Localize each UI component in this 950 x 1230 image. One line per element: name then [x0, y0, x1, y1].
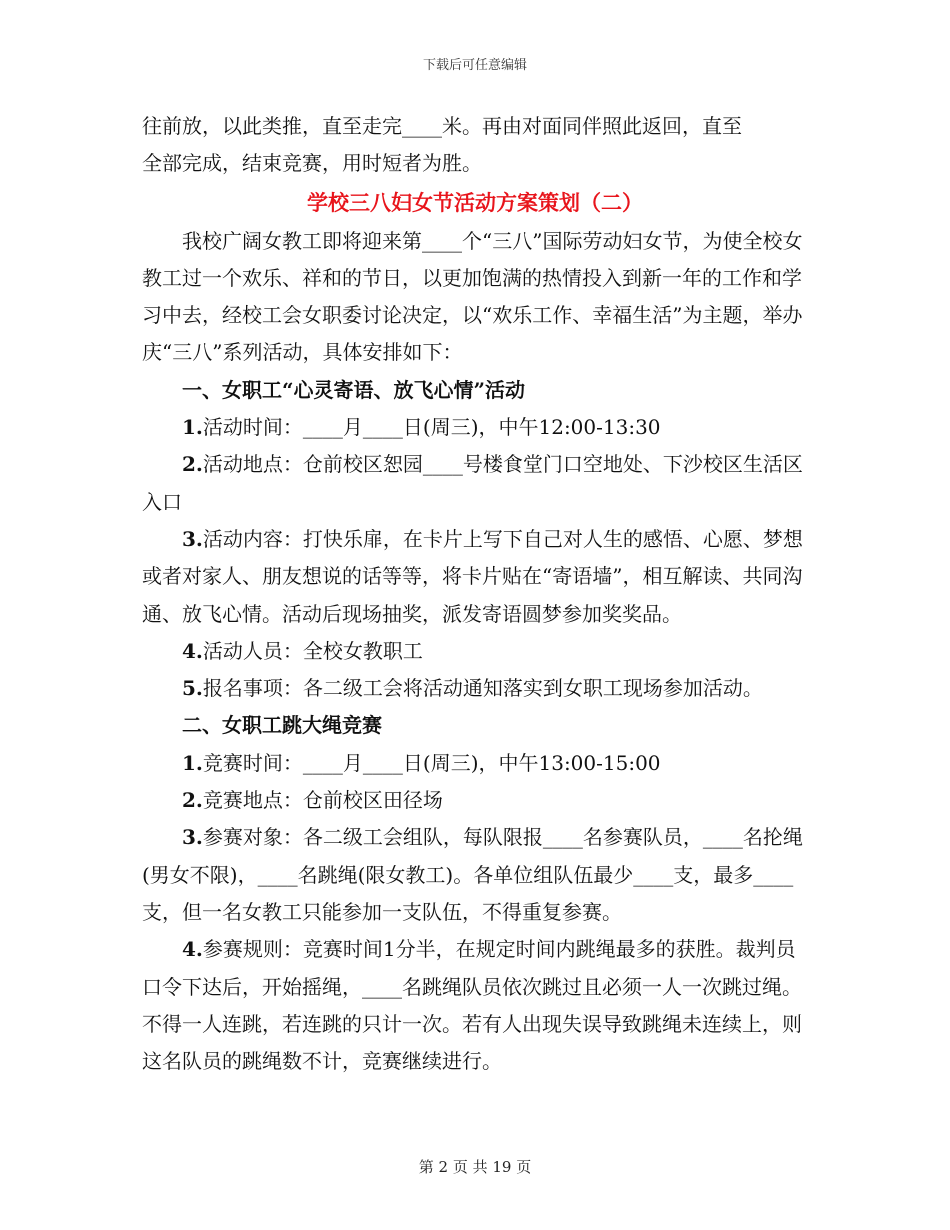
item-text: 活动人员：全校女教职工: [202, 638, 423, 663]
page-header: 下载后可任意编辑: [422, 58, 527, 73]
intro-line-2: 全部完成，结束竞赛，用时短者为胜。: [142, 151, 482, 176]
section-1-item: [142, 633, 808, 670]
item-number: 3.: [182, 825, 203, 850]
item-text: 竞赛地点：仓前校区田径场: [202, 788, 443, 813]
item-text: 竞赛时间：____月____日(周三)，中午13:00-15:00: [202, 750, 661, 775]
item-text: 参赛规则：竞赛时间1分半，在规定时间内跳绳最多的获胜。裁判员口令下达后，开始摇绳，____名跳绳队员依次跳过且必须一人一次跳过绳。不得一人连跳，若连跳的只计一次。若有人出现失误导致跳绳未连续上，则这名队员的跳绳数不计，竞赛继续进行。: [142, 937, 802, 1074]
item-text: 活动内容：打快乐扉，在卡片上写下自己对人生的感悟、心愿、梦想或者对家人、朋友想说的话等等，将卡片贴在“寄语墙”，相互解读、共同沟通、放飞心情。活动后现场抽奖，派发寄语圆梦参加奖奖品。: [142, 526, 803, 626]
section-1-heading: 一、女职工“心灵寄语、放飞心情”活动: [182, 377, 526, 402]
section-1-item: [142, 670, 808, 707]
intro-paragraph: 我校广阔女教工即将迎来第____个“三八”国际劳动妇女节，为使全校女教工过一个欢乐、祥和的节日，以更加饱满的热情投入到新一年的工作和学习中去，经校工会女职委讨论决定，以“欢乐工作、幸福生活”为主题，举办庆“三八”系列活动，具体安排如下：: [142, 228, 803, 365]
section-2-item: [142, 745, 808, 782]
item-number: 5.: [182, 676, 203, 701]
item-number: 1.: [182, 415, 203, 440]
item-text: 活动时间：____月____日(周三)，中午12:00-13:30: [202, 415, 661, 440]
item-number: 2.: [182, 788, 203, 813]
item-text: 参赛对象：各二级工会组队，每队限报____名参赛队员，____名抡绳(男女不限)，____名跳绳(限女教工)。各单位组队伍最少____支，最多____支，但一名女教工只能参加一支队伍，不得重复参赛。: [142, 825, 803, 924]
document-title: 学校三八妇女节活动方案策划（二）: [307, 189, 643, 215]
item-number: 3.: [182, 526, 203, 551]
section-1-item: [142, 409, 808, 446]
section-2-item: [142, 819, 808, 931]
item-text: 活动地点：仓前校区恕园____号楼食堂门口空地处、下沙校区生活区入口: [142, 452, 803, 514]
page-footer: 第 2 页 共 19 页: [418, 1158, 532, 1176]
section-2-heading: 二、女职工跳大绳竞赛: [182, 713, 382, 738]
item-number: 4.: [182, 638, 203, 663]
item-number: 1.: [182, 750, 203, 775]
intro-line-1: 往前放，以此类推，直至走完____米。再由对面同伴照此返回，直至: [142, 114, 742, 138]
item-number: 2.: [182, 452, 203, 477]
section-1-item: [142, 446, 808, 521]
section-1-item: [142, 521, 808, 633]
section-2-item: [142, 782, 808, 819]
item-text: 报名事项：各二级工会将活动通知落实到女职工现场参加活动。: [202, 676, 763, 701]
document-body: [142, 108, 808, 1080]
section-2-item: [142, 931, 808, 1080]
item-number: 4.: [182, 937, 203, 962]
